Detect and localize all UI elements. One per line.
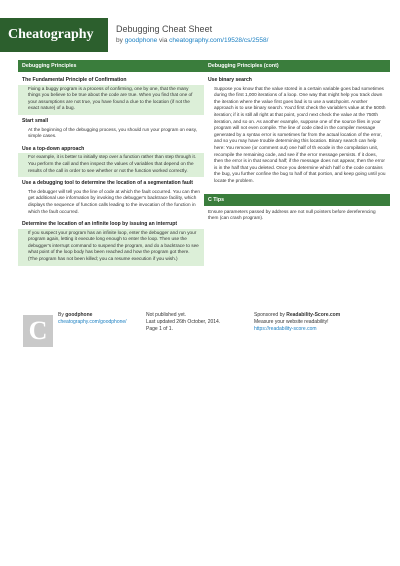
section-body: The debugger will tell you the line of code at which the fault occurred. You can then get additional use information by invoking the debugger's backtrace facility, which displays the sequence of function calls leading to the invocation of the function in which the fault occurred.	[18, 188, 204, 218]
footer-author-block	[58, 312, 127, 326]
author-link[interactable]: goodphone	[124, 37, 158, 44]
footer	[18, 312, 386, 352]
section-body: Suppose you know that the value stored in a certain variable goes bad sometimes during the first 1,000 iterations of a loop. One way that might help you track down the iteration where the value first goes bad is to use a watchpoint. Another approach is to use binary search. You'd first check the variable's value at the 500th iteration; if it is still all right at that point, you'd next check the value at the 750th iteration, and so on. As another example, suppose one of the source files in your program will not even compile. The line of code cited in the compiler message generated by a syntax error is sometimes far from the actual location of the error, and so you may have trouble determining this location. Binary search can help here: You remove (or comment out) one half of th ecode in the compilation unit, recompile the remaining code, and see if the error message persists. If it does, then the error is in that second half; if the message does not appear, then the error is in the half that you deleted. Once you determine which half o the code contains the bug, you further confine the bug to half of that portion, and keep going until you locate the problem.	[204, 85, 390, 188]
via-label: via	[159, 37, 168, 44]
publish-status: Not published yet.	[146, 312, 187, 318]
footer-status-block	[146, 312, 220, 333]
section-title: Use binary search	[208, 77, 252, 83]
c-tips-heading: C Tips	[204, 194, 390, 206]
cheatography-logo[interactable]: Cheatography	[0, 18, 108, 52]
sponsor-name[interactable]: Readability-Score.com	[286, 312, 341, 318]
section-title: Start small	[22, 117, 49, 124]
section-title: Use a debugging tool to determine the location of a segmentation fault	[22, 180, 193, 187]
last-updated: Last updated 26th October, 2014.	[146, 319, 221, 325]
left-column	[18, 60, 204, 266]
author-avatar[interactable]: C	[23, 315, 53, 347]
page-count: Page 1 of 1.	[146, 326, 173, 332]
section-body: For example, it is better to initially step over a function rather than step through it. You perform the call and then inspect the values of variables that depend on the results of the call in order to see whether or not the function worked correctly.	[18, 153, 204, 177]
section-title: Determine the location of an infinite loop by issuing an interrupt	[22, 221, 178, 228]
byline	[116, 37, 268, 44]
c-tips-body: Ensure parameters passed by address are not null pointers before dereferencing them (can crash program).	[204, 208, 390, 225]
footer-by-label: By	[58, 312, 64, 318]
section-body: At the beginning of the debugging process, you should run your program on easy, simple cases.	[18, 126, 204, 143]
debugging-principles-cont-heading: Debugging Principles (cont)	[204, 60, 390, 72]
debugging-principles-heading: Debugging Principles	[18, 60, 204, 72]
right-column	[204, 60, 390, 225]
page-title: Debugging Cheat Sheet	[116, 24, 213, 34]
sponsor-url[interactable]: https://readability-score.com	[254, 326, 317, 332]
section-title: Use a top-down approach	[22, 145, 85, 152]
by-label: by	[116, 37, 123, 44]
footer-author-url[interactable]: cheatography.com/goodphone/	[58, 319, 127, 325]
sponsor-tagline: Measure your website readability!	[254, 319, 329, 325]
footer-author-name[interactable]: goodphone	[65, 312, 93, 318]
sheet-url-link[interactable]: cheatography.com/19528/cs/2558/	[169, 37, 269, 44]
footer-sponsor-block	[254, 312, 340, 333]
sponsor-label: Sponsored by	[254, 312, 285, 318]
section-title: The Fundamental Principle of Confirmation	[22, 77, 127, 83]
section-body: Fixing a buggy program is a process of confirming, one by one, that the many things you believe to be true about the code are true. When you find that one of your assumptions are not true, you have found a clue to the location (if not the exact nature) of a bug.	[18, 85, 204, 115]
section-body: If you suspect your program has an infinite loop, enter the debugger and run your program again, letting it execute long enough to enter the loop. Then use the debugger's interrupt command to suspend the program, and do a backtrace to see what point of the loop body has been reached and how the program got there. (The program has not been killed; you ca resume execution if you wish.)	[18, 229, 204, 266]
